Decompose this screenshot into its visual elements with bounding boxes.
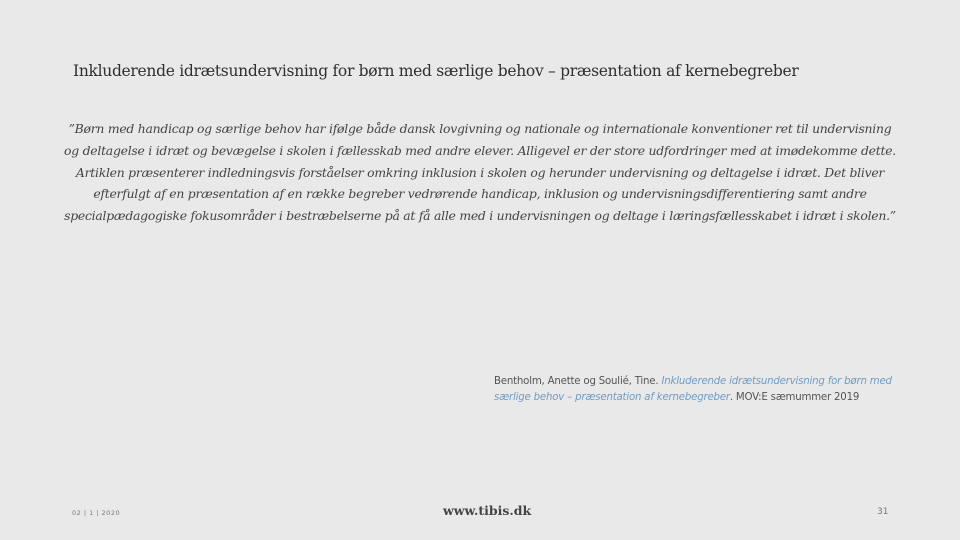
page-number: 31 (877, 507, 889, 517)
footer-date: 02 | 1 | 2020 (72, 509, 121, 517)
footer-website: www.tibis.dk (443, 503, 532, 518)
slide-title: Inkluderende idrætsundervisning for børn med særlige behov – præsentation af kernebegreber (73, 62, 799, 80)
citation-authors: Bentholm, Anette og Soulié, Tine. (494, 376, 662, 387)
citation (494, 374, 894, 405)
citation-source: . MOV:E sæmummer 2019 (729, 391, 860, 403)
quote-text: ”Børn med handicap og særlige behov har ifølge både dansk lovgivning og nationale og internationale konventioner ret til undervisning og deltagelse i idræt og bevægelse i skolen i fællesskab med andre elever. Alligevel er der store udfordringer med at imødekomme dette. Artiklen præsenterer indledningsvis forståelser omkring inklusion i skolen og herunder undervisning og deltagelse i idræt. Det bliver efterfulgt af en præsentation af en række begreber vedrørende handicap, inklusion og undervisningsdifferentiering samt andre specialpædagogiske fokusområder i bestræbelserne på at få alle med i undervisningen og deltage i læringsfællesskabet i idræt i skolen.” (64, 121, 896, 224)
citation-work-title[interactable]: Inkluderende idrætsundervisning for børn med særlige behov – præsentation af kernebegreber (494, 376, 892, 403)
